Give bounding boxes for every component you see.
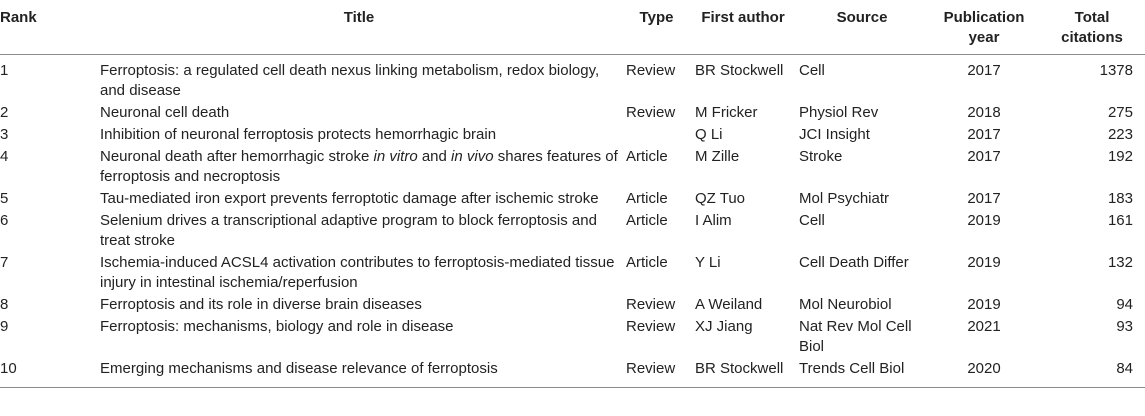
cell-title: Ferroptosis: a regulated cell death nexus linking metabolism, redox biology, and disease [100,62,600,99]
cell-first-author: BR Stockwell [691,358,795,388]
cell-year: 2017 [967,190,1001,207]
cell-source: Physiol Rev [799,104,879,121]
cell-title: Neuronal cell death [100,104,230,121]
cell-first-author: Q Li [695,126,723,143]
cell-source: Mol Psychiatr [799,190,890,207]
cell-source: Trends Cell Biol [795,358,929,388]
cell-type: Review [626,104,676,121]
title-text: Neuronal death after hemorrhagic stroke [100,148,374,165]
cell-type: Article [626,148,668,165]
cell-citations: 161 [1107,212,1133,229]
cell-rank: 3 [0,126,9,143]
title-italic-text: in vitro [373,148,418,165]
cell-source: Stroke [799,148,843,165]
cell-source: Cell Death Differ [799,254,909,271]
table-row [0,124,1145,146]
cell-title: Inhibition of neuronal ferroptosis protects hemorrhagic brain [100,126,497,143]
cell-rank: 10 [0,358,96,388]
cell-citations: 132 [1107,254,1133,271]
cell-title: Ischemia-induced ACSL4 activation contributes to ferroptosis-mediated tissue injury in intestinal ischemia/reperfusion [100,254,615,291]
cell-rank: 4 [0,148,9,165]
cell-source: JCI Insight [799,126,870,143]
cell-citations: 183 [1107,190,1133,207]
cell-year: 2021 [967,318,1001,335]
cell-citations: 84 [1039,358,1145,388]
cell-type: Article [626,212,668,229]
cell-year: 2017 [967,148,1001,165]
cell-type: Article [626,190,668,207]
title-italic-text: in vivo [451,148,494,165]
table-row [0,188,1145,210]
cell-rank: 5 [0,190,9,207]
cell-citations: 93 [1116,318,1133,335]
cell-year: 2019 [967,254,1001,271]
cell-rank: 6 [0,212,9,229]
cell-type: Review [626,62,676,79]
cell-source: Nat Rev Mol Cell Biol [799,318,912,355]
cell-citations: 94 [1116,296,1133,313]
table-row [0,210,1145,252]
cell-title: Selenium drives a transcriptional adaptive program to block ferroptosis and treat stroke [100,212,597,249]
cell-title: Emerging mechanisms and disease relevance of ferroptosis [96,358,622,388]
cell-first-author: XJ Jiang [695,318,753,335]
cell-type: Review [626,318,676,335]
cell-rank: 9 [0,318,9,335]
header-source: Source [795,0,929,55]
cell-type: Review [626,296,676,313]
table-row [0,102,1145,124]
cell-citations: 275 [1107,104,1133,121]
cell-citations: 1378 [1099,62,1133,79]
cell-first-author: I Alim [695,212,732,229]
table-body [0,55,1145,388]
cell-title: Ferroptosis and its role in diverse brain diseases [100,296,422,313]
header-title: Title [96,0,622,55]
table-row [0,146,1145,188]
cell-year: 2017 [967,62,1001,79]
cell-type: Article [626,254,668,271]
cell-title: Tau-mediated iron export prevents ferroptotic damage after ischemic stroke [100,190,599,207]
cell-first-author: BR Stockwell [695,62,784,79]
cell-source: Cell [799,212,825,229]
header-publication-year: Publication year [929,0,1039,55]
cell-title [96,146,622,188]
table-header [0,0,1145,55]
cell-rank: 2 [0,104,9,121]
cell-citations: 192 [1107,148,1133,165]
table-row [0,252,1145,294]
cell-source: Mol Neurobiol [799,296,892,313]
cell-rank: 8 [0,296,9,313]
table-row [0,358,1145,388]
cell-first-author: M Fricker [695,104,758,121]
cell-year: 2018 [967,104,1001,121]
cell-first-author: A Weiland [695,296,763,313]
table-row [0,294,1145,316]
cell-citations: 223 [1107,126,1133,143]
header-type: Type [622,0,691,55]
cell-year: 2019 [967,212,1001,229]
header-first-author: First author [691,0,795,55]
cell-first-author: Y Li [695,254,721,271]
table-row [0,316,1145,358]
cell-rank: 7 [0,254,9,271]
cell-rank: 1 [0,62,9,79]
header-rank: Rank [0,0,96,55]
cell-source: Cell [799,62,825,79]
cell-year: 2020 [929,358,1039,388]
cell-first-author: QZ Tuo [695,190,746,207]
cell-type [622,124,691,146]
cell-type: Review [622,358,691,388]
header-total-citations: Total citations [1039,0,1145,55]
cell-first-author: M Zille [695,148,740,165]
cell-year: 2019 [967,296,1001,313]
header-row [0,0,1145,55]
title-text: shares features of ferroptosis and necroptosis [100,148,618,185]
cell-title: Ferroptosis: mechanisms, biology and role in disease [100,318,454,335]
title-text: and [417,148,452,165]
table-row [0,55,1145,103]
cell-year: 2017 [967,126,1001,143]
